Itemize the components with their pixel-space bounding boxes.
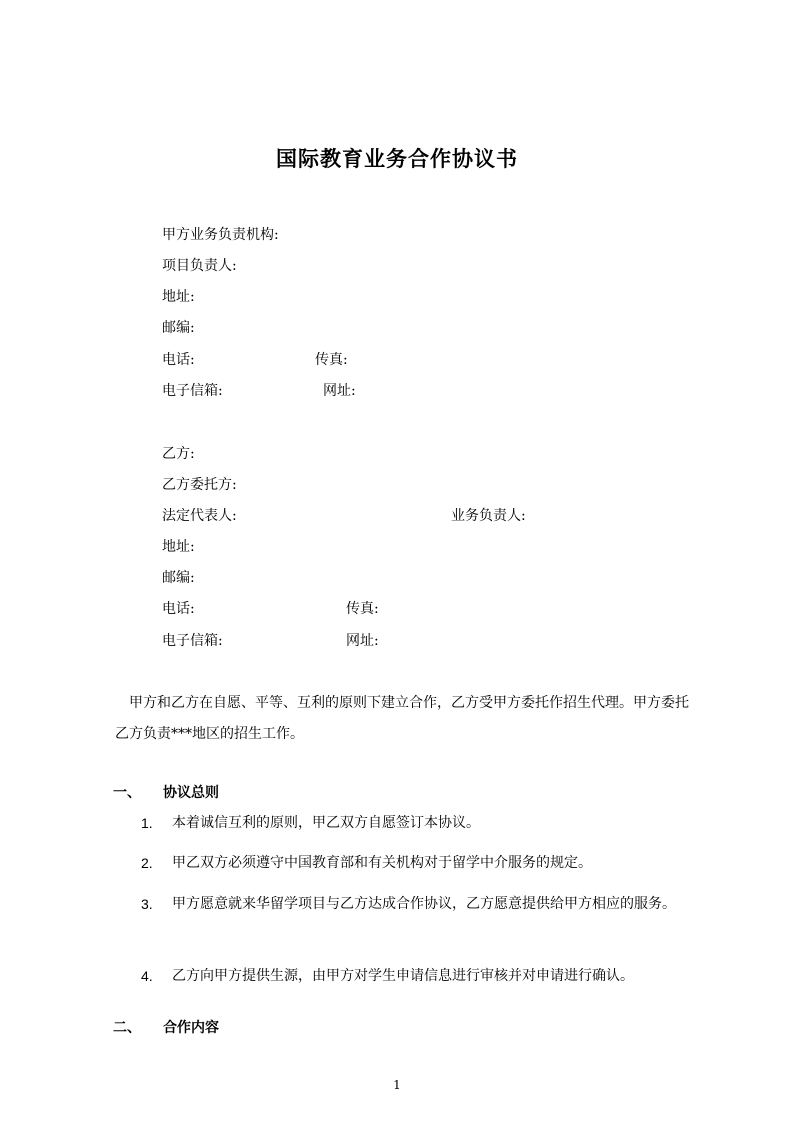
party-b-postcode-label: 邮编: [162,570,195,586]
list-item-text: 甲方愿意就来华留学项目与乙方达成合作协议，乙方愿意提供给甲方相应的服务。 [172,896,676,912]
section-number: 二、 [113,1020,141,1036]
party-b-fax-label: 传真: [346,601,379,617]
party-b-client-label: 乙方委托方: [162,477,237,493]
list-item-text: 甲乙双方必须遵守中国教育部和有关机构对于留学中介服务的规定。 [172,855,592,871]
list-item-text: 本着诚信互利的原则，甲乙双方自愿签订本协议。 [172,815,480,831]
section-number: 一、 [113,785,141,801]
party-b-label: 乙方: [162,446,195,462]
section-title: 协议总则 [163,785,219,801]
party-b-phone-label: 电话: [162,601,195,617]
list-item-text: 乙方向甲方提供生源，由甲方对学生申请信息进行审核并对申请进行确认。 [172,968,634,984]
party-b-legal-rep-label: 法定代表人: [162,508,237,524]
party-b-website-label: 网址: [346,633,379,649]
section-title: 合作内容 [163,1020,219,1036]
party-a-address-label: 地址: [162,289,195,305]
document-title: 国际教育业务合作协议书 [276,146,518,171]
list-item-number: 3. [141,896,153,912]
party-a-manager-label: 项目负责人: [162,258,237,274]
party-a-fax-label: 传真: [315,352,348,368]
page-number: 1 [393,1078,401,1092]
party-a-email-label: 电子信箱: [162,383,223,399]
party-b-email-label: 电子信箱: [162,633,223,649]
party-a-postcode-label: 邮编: [162,320,195,336]
party-b-business-manager-label: 业务负责人: [451,508,526,524]
list-item-number: 1. [141,815,153,831]
party-b-address-label: 地址: [162,539,195,555]
list-item-number: 2. [141,855,153,871]
party-a-website-label: 网址: [323,383,356,399]
party-a-phone-label: 电话: [162,352,195,368]
intro-paragraph: 甲方和乙方在自愿、平等、互利的原则下建立合作，乙方受甲方委托作招生代理。甲方委托乙方负责***地区的招生工作。 [115,695,689,742]
list-item-number: 4. [141,968,153,984]
party-a-org-label: 甲方业务负责机构: [162,227,279,243]
